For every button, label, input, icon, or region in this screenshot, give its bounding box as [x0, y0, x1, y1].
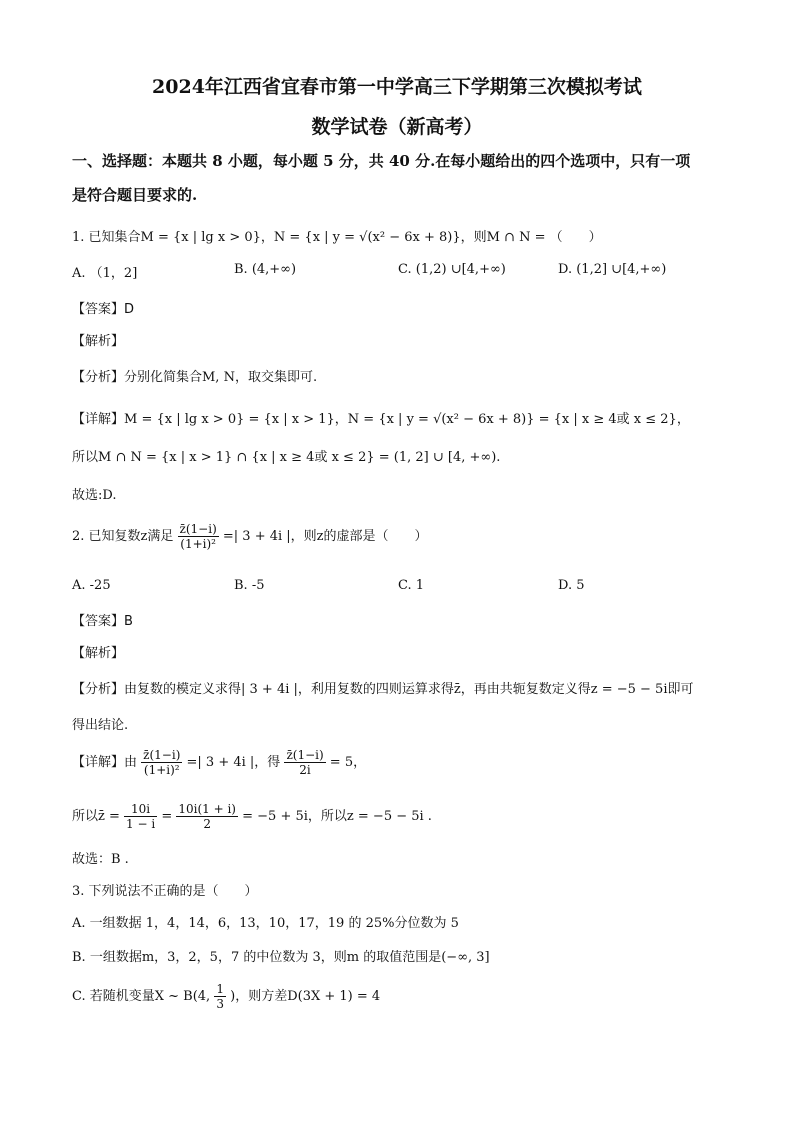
- section-heading-line2: 是符合题目要求的.: [72, 186, 198, 204]
- q2-xj-pre: 【详解】由: [72, 755, 138, 770]
- exam-title: 2024年江西省宜春市第一中学高三下学期第三次模拟考试: [152, 76, 642, 98]
- q2-stem-frac-den: (1+i)²: [180, 537, 216, 551]
- q2-jiexi-label: 【解析】: [72, 646, 125, 661]
- q2-xj-post: = 5，: [329, 755, 367, 770]
- q3-c-frac-den: 3: [216, 997, 224, 1011]
- q2-xj-frac1-den: (1+i)²: [143, 763, 180, 777]
- section-heading-line1: 一、选择题：本题共 8 小题，每小题 5 分，共 40 分.在每小题给出的四个选项中，只有一项: [72, 152, 691, 170]
- q2-final: 故选：B .: [72, 852, 129, 867]
- q2-solution-step: [72, 802, 432, 831]
- q2-s-post: = −5 + 5i，所以z = −5 − 5i .: [242, 809, 432, 824]
- q2-fenxi-line1: 【分析】由复数的模定义求得| 3 + 4i |，利用复数的四则运算求得z̄，再由共轭复数定义得z = −5 − 5i即可: [72, 682, 694, 697]
- q2-s-frac1-den: 1 − i: [126, 817, 156, 831]
- q3-c-post: )，则方差D(3X + 1) = 4: [230, 989, 381, 1004]
- q2-xj-frac2-den: 2i: [299, 763, 311, 777]
- q1-stem: 1. 已知集合M = {x | lg x > 0}，N = {x | y = √(x² − 6x + 8)}，则M ∩ N = （ ）: [72, 230, 602, 245]
- q2-xiangjie: [72, 748, 366, 777]
- q3-c-frac-num: 1: [216, 982, 224, 996]
- q2-xj-frac1-num: z̄(1−i): [143, 748, 181, 762]
- q1-xiangjie: 【详解】M = {x | lg x > 0} = {x | x > 1}，N = {x | y = √(x² − 6x + 8)} = {x | x ≥ 4或 x ≤ 2}，: [72, 412, 690, 427]
- q1-option-c: C. (1,2) ∪[4,+∞): [398, 262, 506, 277]
- q1-final: 故选:D.: [72, 488, 117, 503]
- q3-c-pre: C. 若随机变量X ~ B(4,: [72, 989, 211, 1004]
- q2-option-c: C. 1: [398, 578, 425, 593]
- q2-option-a: A. -25: [72, 578, 111, 593]
- q2-xj-fraction-2: [284, 748, 325, 777]
- q1-option-d: D. (1,2] ∪[4,+∞): [558, 262, 667, 277]
- q2-fenxi-line2: 得出结论.: [72, 718, 129, 733]
- q2-s-fraction-1: [124, 802, 157, 831]
- q3-option-b: B. 一组数据m，3，2，5，7 的中位数为 3，则m 的取值范围是(−∞, 3]: [72, 950, 490, 965]
- q2-s-frac2-den: 2: [203, 817, 211, 831]
- q1-step: 所以M ∩ N = {x | x > 1} ∩ {x | x ≥ 4或 x ≤ 2} = (1, 2] ∪ [4, +∞).: [72, 450, 501, 465]
- q2-s-frac2-num: 10i(1 + i): [178, 802, 236, 816]
- q2-s-frac1-num: 10i: [124, 802, 157, 817]
- q3-c-fraction: [214, 982, 226, 1011]
- q1-option-a: A. （1，2]: [72, 266, 138, 281]
- q2-xj-fraction-1: [141, 748, 182, 777]
- q2-answer: 【答案】B: [72, 614, 133, 629]
- q2-stem: [72, 522, 428, 551]
- q1-option-b: B. (4,+∞): [234, 262, 297, 277]
- exam-subtitle: 数学试卷（新高考）: [311, 116, 483, 138]
- q2-stem-post: =| 3 + 4i |，则z的虚部是（ ）: [222, 529, 428, 544]
- q2-xj-mid: =| 3 + 4i |，得: [186, 755, 281, 770]
- q1-jiexi-label: 【解析】: [72, 334, 125, 349]
- q2-option-b: B. -5: [234, 578, 265, 593]
- q2-stem-frac-num: z̄(1−i): [179, 522, 217, 536]
- q2-option-d: D. 5: [558, 578, 585, 593]
- q2-s-pre: 所以z̄ =: [72, 809, 120, 824]
- q1-fenxi: 【分析】分别化简集合M, N，取交集即可.: [72, 370, 318, 385]
- q3-option-c: [72, 982, 380, 1011]
- q3-stem: 3. 下列说法不正确的是（ ）: [72, 884, 258, 899]
- q2-stem-pre: 2. 已知复数z满足: [72, 529, 174, 544]
- q2-stem-fraction: [178, 522, 219, 551]
- q2-xj-frac2-num: z̄(1−i): [286, 748, 324, 762]
- q1-answer: 【答案】D: [72, 302, 135, 317]
- q2-s-eq: =: [161, 809, 173, 824]
- q3-option-a: A. 一组数据 1，4，14，6，13，10，17，19 的 25%分位数为 5: [72, 916, 459, 931]
- q2-s-fraction-2: [176, 802, 238, 831]
